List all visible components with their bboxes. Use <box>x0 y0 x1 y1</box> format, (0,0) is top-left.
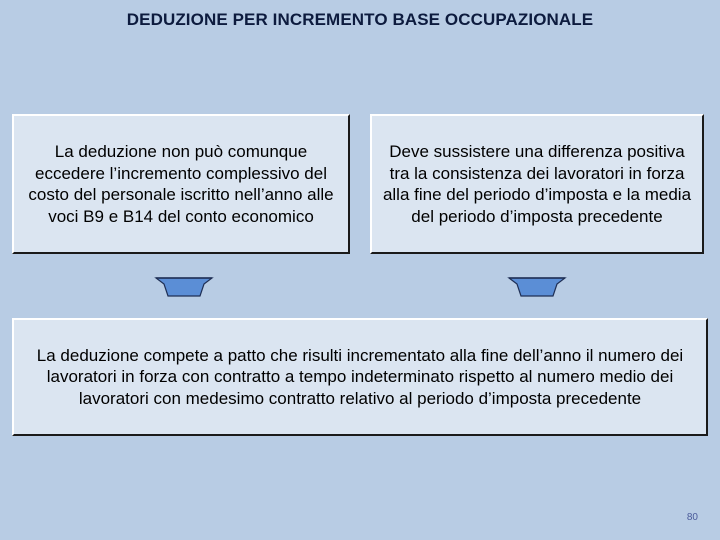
deduction-limit-box <box>12 114 350 254</box>
page-number: 80 <box>686 512 698 523</box>
slide-title: DEDUZIONE PER INCREMENTO BASE OCCUPAZIONALE <box>126 10 594 29</box>
down-arrow-icon <box>507 276 567 298</box>
deduction-condition-box <box>12 318 708 436</box>
positive-difference-text: Deve sussistere una differenza positiva tra la consistenza dei lavoratori in forza alla fine del periodo d’imposta e la media del periodo d’imposta precedente <box>382 142 692 226</box>
deduction-condition-text: La deduzione compete a patto che risulti incrementato alla fine dell’anno il numero dei lavoratori in forza con contratto a tempo indeterminato rispetto al numero medio dei lavoratori con medesimo contratto relativo al periodo d’imposta precedente <box>36 345 684 408</box>
down-arrow-icon <box>154 276 214 298</box>
positive-difference-box <box>370 114 704 254</box>
deduction-limit-text: La deduzione non può comunque eccedere l’incremento complessivo del costo del personale iscritto nell’anno alle voci B9 e B14 del conto economico <box>28 142 334 226</box>
